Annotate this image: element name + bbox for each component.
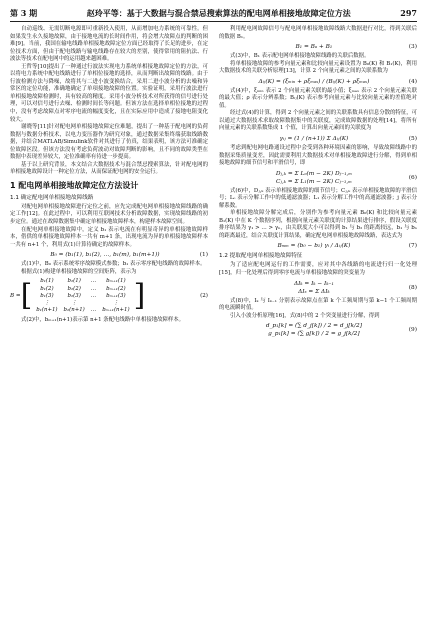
- matrix-cell: bₘ₊₁(3): [106, 292, 126, 299]
- matrix-cell: ⋮: [71, 299, 77, 306]
- left-column: [10, 26, 208, 325]
- equation-line: d_p₁[k] = (∑ d_j[k]) / 2 = d_j[k/2]: [265, 323, 362, 330]
- matrix-row: [33, 278, 132, 285]
- matrix-cell: ⋮: [113, 299, 119, 306]
- matrix-cell: ⋮: [44, 299, 50, 306]
- matrix-cell: b₂(1): [67, 278, 81, 285]
- matrix-cell: bₘ₊₁(2): [106, 285, 126, 292]
- paragraph: 为了适应配电网运行的工作需要，应对其中各线路的电流进行归一化处理[15]，归一化处理后得到零序电流与单相接地故障的突变量为: [219, 262, 417, 277]
- equation-6: [219, 170, 417, 186]
- equation-number: (7): [408, 243, 417, 250]
- equation-number: (4): [408, 78, 417, 85]
- issue-number: 第 3 期: [10, 7, 38, 18]
- matrix-cell: [88, 300, 99, 307]
- page-number: 297: [400, 8, 417, 18]
- equation-3: [219, 43, 417, 51]
- paragraph: 对配电网单相接地故障进行定位之前，应先完成配电网单相接地故障线路的确定工作[12]。在此过程中，可以利用互联网技术分析故障数据，实现故障线路的初步定位。通过在故障数据集中确定单相接地故障样本，构建样本故障空间。: [10, 203, 208, 226]
- matrix-cell: …: [90, 292, 97, 299]
- matrix-cell: b₂(3): [67, 292, 81, 299]
- paragraph: 单相接地故障分解完成后，分别作为参考向量元素 B₀(K) 和比较向量元素 B₁(K) 中在 K 个数据序列，根据向量元素关联度的计算结果进行排序，假设关联度排序结果为 γ₁ > … > γₙ，由关联度大小可以得到 b₁ 与 b₂ 的距离较远，b₁ 与 bₙ 的距离最近，结合关联度计算结果，确定配电网单相接地故障线路，表达式为: [219, 210, 417, 239]
- equation-line: g_p₁[k] = (∑ g[k]) / 2 = g_j[k/2]: [268, 331, 360, 338]
- paragraph: 引入小波分析原理[16]，式(8)中的 2 个突变量进行分解，得到: [230, 312, 380, 319]
- paragraph: 考虑到配电网电路通设过程中会受到各种环境因素的影响，导致故障线路中的数据采集质量变差，因此需要利用大数据技术对单相接地故障进行分解，得到单相接地故障的细节信号和平滑信号，即: [219, 145, 417, 167]
- equation-body: [219, 170, 409, 186]
- paragraph: 经过式(4)的计算，得到 2 个向量元素之间的关联系数具有信息分散的特征，可以通过大数据技术求取故障数据集中的关联度，完成故障数据的处理[14]，将所有向量元素的关联系数集成 1 个值，计算出向量元素间的关联度为: [219, 110, 417, 132]
- subsection-heading: 1.2 提取配电网单相接地故障特征: [219, 253, 303, 260]
- equation-line: Cⱼ,ₖ = Σ L₁(m − 2K) Cⱼ₋₁,ₘ: [276, 178, 352, 185]
- paragraph: 利用配电网故障信号与配电网单相接地故障线路大数据进行对比，得到关联后的数据 B₁。: [219, 26, 417, 40]
- right-bracket: ]: [133, 278, 146, 314]
- equation-2-matrix: [10, 278, 208, 314]
- equation-number: (2): [200, 292, 208, 299]
- matrix-cell: b₁(2): [40, 285, 54, 292]
- matrix-cell: …: [90, 285, 97, 292]
- equation-body: [219, 322, 409, 338]
- paragraph: 自动巡线、无需切断电源即可重新投入使用，从而增加电力系统的可靠性。但如果发生永久接地故障，由于接地电流的长时间作用，将会增大故障点的判断的困难[9]。当前，我国在输电线路单相接地故障定位方面已经取得了长足的进步，在定位技术方面，但由于配电线路与输电线路存在较大的差别，使得常用的阻抗法、行波法等技术在配电网中的运用越来越困难。: [10, 26, 208, 63]
- equation-number: (6): [408, 174, 417, 181]
- matrix-row: [33, 286, 132, 293]
- equation-5: [219, 135, 417, 143]
- equation-number: (8): [408, 284, 417, 291]
- matrix-cell: bₘ₊₁(n+1): [102, 307, 130, 314]
- paragraph: 王哲等[10]提出了一种通过行波法实现电力系统单相接地故障定位的方法，可以将电力系统中配电线路进行了单相位接地的选择，从而判断出故障的线路。由于行波检测方法与降噪，故将其与二进小波变换结合，采用二进小波分析的去噪和异常区的定位功能，准确地确定了单项接地故障的位置。实验证明，采用行波法进行单相接地故障检测时，具有较高的精度。采用小波分析技术对所获得的信号进行处理，可以对信号进行去噪、检测时间长等问题。但该方法在选择单相位接地的过程中，没有考虑故障点对零序电流的幅度变化，且在实际应用中造成了接地电阻变化较大。: [10, 63, 208, 123]
- header-rule: [10, 21, 417, 22]
- equation-1: [10, 251, 208, 259]
- matrix-cell: b₂(n+1): [63, 307, 85, 314]
- paragraph: 式(8)中，Iₖ 与 Iₖ₋₁ 分别表示故障点在第 k 个工频周期与第 k−1 个工频周期的电流瞬时值。: [219, 297, 417, 312]
- paragraph: 根据式(1)构建单相接地故障的空间矩阵，表示为: [21, 268, 137, 275]
- equation-number: (5): [408, 136, 417, 143]
- paragraph: 谢晓等[11]针对配电网单相接地故障定位难题，提出了一种基于配电网的负荷数据与数据分析技术，以电力变压器作为研究对象，通过数据采集终端获取线路数据，并结合MATLAB/Simulink软件对其进行了仿真，结果表明，该方法可准确定位故障区段。但该方法没有考虑负荷波动对故障判断的影响，且不同的故障类型在数据中表现差异较大，定位准确率有待进一步提高。: [10, 124, 208, 161]
- equation-number: (9): [408, 327, 417, 334]
- matrix-table: [33, 278, 132, 314]
- equation-8: [219, 280, 417, 296]
- equation-body: Δᵢⱼ(K) = (ξₘᵢₙ + ρξₘₐₓ) / (Bᵢⱼ(K) + ρξₘₐₓ): [258, 78, 370, 85]
- paragraph: 式(2)中，bₘ₊₁(n+1)表示第 n+1 条配电线路中单相接地故障样本。: [21, 317, 185, 324]
- equation-number: (1): [199, 252, 208, 259]
- equation-body: Bₘₘ = (b₀ − b₁) γᵢ / Δᵢⱼ(K): [277, 243, 351, 250]
- equation-number: (3): [408, 44, 417, 51]
- paragraph: 式(4)中，ξₘᵢₙ 表示 2 个向量元素关联的最小值；ξₘₐₓ 表示 2 个向量元素关联的最大值；ρ 表示分辨系数；Bᵢⱼ(K) 表示参考向量元素与比较向量元素的差值绝对值。: [219, 87, 417, 109]
- equation-9: [219, 322, 417, 338]
- matrix-cell: …: [90, 307, 97, 314]
- paragraph: 式(6)中，Dⱼ,ₖ 表示单相接地故障的细节信号；Cⱼ,ₖ 表示单相接地故障的平滑信号；Lₒ 表示分解工作中的低通滤波器；L₁ 表示分解工作中的高通滤波器；j 表示分解系数。: [219, 187, 417, 209]
- paragraph: 将单相接地故障的参考向量元素和比较向量元素设置为 B₀(K) 和 B₁(K)，利用大数据技术的关联分析原理[13]，计算 2 个向量元素之间的关联系数为: [219, 60, 417, 75]
- left-bracket: [: [20, 278, 33, 314]
- paragraph: 在配电网单相接地故障中，定义 b₁ 表示电流在有明显奇异的单相接地故障样本，借供的单相接地故障样本一共有 m+1 条，出现电流为异的单相接地故障样本一共有 n+1 个，利用式(1)计算待确定的故障样本。: [10, 226, 208, 248]
- matrix-cell: …: [90, 278, 97, 285]
- equation-body: γᵢⱼ = (1 / (n+1)) Σ Δᵢⱼ(K): [279, 136, 349, 143]
- running-header: [10, 6, 417, 20]
- running-title: 赵玲平等：基于大数据与混合禁忌搜索算法的配电网单相接地故障定位方法: [86, 7, 351, 18]
- matrix-cell: b₂(2): [67, 285, 81, 292]
- equation-body: B₁ = Bₐ + B₁: [295, 44, 333, 51]
- equation-line: ΔIₛ = Σ ΔIₖ: [298, 288, 330, 295]
- equation-line: ΔIₖ = Iₖ − Iₖ₋₁: [293, 280, 334, 287]
- right-column: [219, 26, 417, 340]
- paragraph: 基于以上研究背景，本文结合大数据技术与混合禁忌搜索算法，针对配电网的单相接地故障设计一种定位方法，从而保证配电网的安全运行。: [10, 161, 208, 176]
- matrix-row: [33, 293, 132, 300]
- matrix-cell: b₁(3): [40, 292, 54, 299]
- equation-4: [219, 78, 417, 86]
- matrix-cell: b₁(n+1): [36, 307, 58, 314]
- matrix-row: [33, 307, 132, 314]
- matrix-cell: b₁(1): [40, 278, 54, 285]
- paragraph: 式(1)中，B₀ 表示系统零序故障模式参数；b₁ 表示零序配电线路的故障样本。: [21, 261, 206, 268]
- matrix-cell: bₘ₊₁(1): [106, 278, 126, 285]
- equation-line: Dⱼ,ₖ = Σ Lₒ(m − 2K) Dⱼ₋₁,ₘ: [275, 170, 352, 177]
- section-heading: 1 配电网单相接地故障定位方法设计: [10, 180, 139, 190]
- paragraph: 式(3)中，B₁ 表示配电网单相接地故障线路的关联后数据。: [230, 53, 370, 60]
- equation-body: [219, 280, 409, 296]
- equation-7: [219, 242, 417, 250]
- subsection-heading: 1.1 确定配电网单相接地故障线路: [10, 194, 94, 201]
- matrix-label: B =: [10, 292, 21, 299]
- equation-body: B₀ = (b₁(1), b₁(2), …, b₁(m), b₁(m+1)): [50, 252, 160, 259]
